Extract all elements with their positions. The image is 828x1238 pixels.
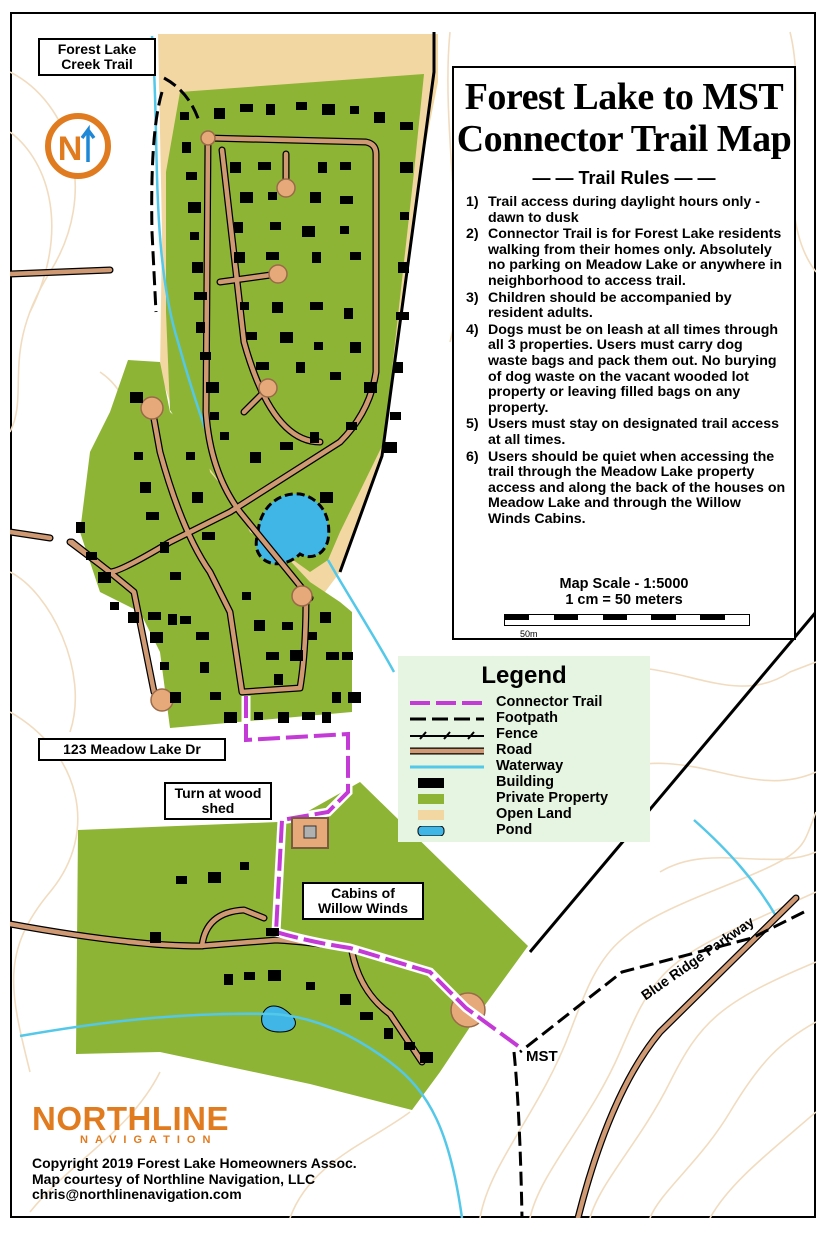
building bbox=[306, 982, 315, 990]
legend-item-connector-trail: Connector Trail bbox=[496, 694, 603, 710]
building bbox=[330, 372, 341, 380]
building bbox=[344, 308, 353, 319]
building bbox=[242, 592, 251, 600]
building bbox=[320, 612, 331, 623]
building bbox=[266, 928, 279, 936]
building bbox=[196, 632, 209, 640]
building bbox=[196, 322, 205, 333]
building bbox=[246, 332, 257, 340]
label-cabins: Cabins of Willow Winds bbox=[302, 882, 424, 920]
building bbox=[340, 162, 351, 170]
building bbox=[130, 392, 143, 403]
footer-credits bbox=[32, 1156, 357, 1203]
building bbox=[400, 212, 409, 220]
legend-title: Legend bbox=[481, 662, 567, 689]
info-panel bbox=[452, 66, 796, 640]
building bbox=[290, 650, 303, 661]
legend-item-waterway: Waterway bbox=[496, 758, 564, 774]
footer-line1: Copyright 2019 Forest Lake Homeowners Assoc. bbox=[32, 1155, 357, 1171]
building bbox=[240, 104, 253, 112]
scale-ratio: Map Scale - 1:5000 bbox=[559, 576, 689, 592]
legend-item-building: Building bbox=[408, 775, 648, 791]
building bbox=[282, 622, 293, 630]
legend bbox=[398, 656, 650, 842]
building bbox=[210, 412, 219, 420]
building bbox=[224, 712, 237, 723]
building bbox=[160, 542, 169, 553]
footer-line2: Map courtesy of Northline Navigation, LLC bbox=[32, 1170, 316, 1187]
building bbox=[176, 876, 187, 884]
building bbox=[210, 692, 221, 700]
building bbox=[396, 312, 409, 320]
building bbox=[188, 202, 201, 213]
building bbox=[234, 252, 245, 263]
building bbox=[302, 226, 315, 237]
building bbox=[310, 302, 323, 310]
building bbox=[170, 692, 181, 703]
legend-item-footpath: Footpath bbox=[496, 710, 559, 726]
building bbox=[274, 674, 283, 685]
building bbox=[244, 972, 255, 980]
label-mst: MST bbox=[526, 1048, 558, 1065]
building bbox=[208, 872, 221, 883]
building bbox=[194, 292, 207, 300]
building bbox=[350, 106, 359, 114]
building bbox=[254, 712, 263, 720]
building bbox=[192, 262, 203, 273]
building bbox=[420, 1052, 433, 1063]
building bbox=[404, 1042, 415, 1050]
building bbox=[110, 602, 119, 610]
building bbox=[86, 552, 97, 560]
building bbox=[350, 342, 361, 353]
building bbox=[296, 102, 307, 110]
building bbox=[148, 612, 161, 620]
rule-item: 4) Dogs must be on leash at all times through all 3 properties. Users must carry dog waste bags and pack them out. No burying of dog waste on the vacant wooded lot property or leaving filled bags on any property. bbox=[466, 321, 779, 416]
building bbox=[400, 162, 413, 173]
map-title-line1: Forest Lake to MST bbox=[464, 76, 784, 118]
building bbox=[146, 512, 159, 520]
building bbox=[272, 302, 283, 313]
building bbox=[190, 232, 199, 240]
building bbox=[320, 492, 333, 503]
building bbox=[160, 662, 169, 670]
building bbox=[340, 226, 349, 234]
building bbox=[400, 122, 413, 130]
legend-item-road: Road bbox=[496, 742, 533, 758]
building bbox=[296, 362, 305, 373]
building bbox=[340, 994, 351, 1005]
wood-shed bbox=[292, 818, 328, 848]
building bbox=[312, 252, 321, 263]
building bbox=[76, 522, 85, 533]
building bbox=[140, 482, 151, 493]
rule-item: 6) Users should be quiet when accessing the trail through the Meadow Lake property access and along the back of the houses on Meadow Lake and through the Willow Winds Cabins. bbox=[466, 448, 786, 527]
building bbox=[360, 1012, 373, 1020]
map-title-line2: Connector Trail Map bbox=[456, 118, 792, 160]
building bbox=[168, 614, 177, 625]
building bbox=[224, 974, 233, 985]
footer-line3: chris@northlinenavigation.com bbox=[32, 1186, 242, 1202]
building bbox=[170, 572, 181, 580]
label-parkway: Blue Ridge Parkway bbox=[638, 913, 757, 1004]
legend-item-private-property: Private Property bbox=[408, 791, 648, 807]
building bbox=[180, 616, 191, 624]
building bbox=[98, 572, 111, 583]
building bbox=[258, 162, 271, 170]
building bbox=[280, 442, 293, 450]
rule-item: 5) Users must stay on designated trail access at all times. bbox=[466, 416, 779, 448]
rules-list bbox=[454, 195, 794, 527]
rule-item: 3) Children should be accompanied by resident adults. bbox=[466, 289, 732, 322]
building bbox=[266, 252, 279, 260]
building bbox=[150, 632, 163, 643]
building bbox=[200, 352, 211, 360]
building bbox=[220, 432, 229, 440]
building bbox=[310, 192, 321, 203]
legend-item-pond: Pond bbox=[408, 823, 648, 839]
legend-item-open-land: Open Land bbox=[408, 807, 648, 823]
label-meadow-lake: 123 Meadow Lake Dr bbox=[38, 738, 226, 761]
building bbox=[322, 104, 335, 115]
building bbox=[314, 342, 323, 350]
building bbox=[206, 382, 219, 393]
label-creek-trail: Forest Lake Creek Trail bbox=[38, 38, 156, 76]
building bbox=[364, 382, 377, 393]
building bbox=[302, 712, 315, 720]
label-wood-shed: Turn at wood shed bbox=[164, 782, 272, 820]
building bbox=[180, 112, 189, 120]
compass-letter: N bbox=[57, 130, 83, 168]
scale-conversion: 1 cm = 50 meters bbox=[565, 592, 683, 608]
building bbox=[332, 692, 341, 703]
building bbox=[350, 252, 361, 260]
scale-bar-label: 50m bbox=[520, 629, 538, 639]
building bbox=[340, 196, 353, 204]
map-scale bbox=[454, 576, 794, 608]
building bbox=[192, 492, 203, 503]
north-arrow-icon bbox=[44, 112, 112, 180]
building bbox=[128, 612, 139, 623]
building bbox=[348, 692, 361, 703]
rules-heading: — — Trail Rules — — bbox=[532, 168, 716, 188]
building bbox=[134, 452, 143, 460]
building bbox=[234, 222, 243, 233]
building bbox=[214, 108, 225, 119]
building bbox=[318, 162, 327, 173]
building bbox=[256, 362, 269, 370]
building bbox=[390, 412, 401, 420]
building bbox=[186, 172, 197, 180]
building bbox=[270, 222, 281, 230]
building bbox=[240, 192, 253, 203]
building bbox=[374, 112, 385, 123]
building bbox=[278, 712, 289, 723]
building bbox=[268, 192, 277, 200]
building bbox=[200, 662, 209, 673]
legend-item-fence: Fence bbox=[408, 727, 648, 743]
building bbox=[398, 262, 409, 273]
building bbox=[150, 932, 161, 943]
northline-logo-sub: NAVIGATION bbox=[80, 1134, 218, 1146]
building bbox=[240, 302, 249, 310]
building bbox=[230, 162, 241, 173]
building bbox=[266, 652, 279, 660]
building bbox=[384, 442, 397, 453]
rule-item: 2) Connector Trail is for Forest Lake residents walking from their homes only. Absolutely no parking on Meadow Lake or anywhere in neighborhood to access trail. bbox=[466, 226, 783, 289]
building bbox=[202, 532, 215, 540]
northline-logo: NORTHLINE bbox=[32, 1100, 229, 1137]
rule-item: 1) Trail access during daylight hours only - dawn to dusk bbox=[466, 194, 760, 226]
building bbox=[394, 362, 403, 373]
building bbox=[310, 432, 319, 443]
building bbox=[268, 970, 281, 981]
building bbox=[254, 620, 265, 631]
building bbox=[182, 142, 191, 153]
building bbox=[322, 712, 331, 723]
building bbox=[308, 632, 317, 640]
building bbox=[346, 422, 357, 430]
building bbox=[384, 1028, 393, 1039]
building bbox=[266, 104, 275, 115]
building bbox=[326, 652, 339, 660]
building bbox=[240, 862, 249, 870]
building bbox=[342, 652, 353, 660]
scale-bar bbox=[504, 614, 750, 626]
building bbox=[250, 452, 261, 463]
building bbox=[186, 452, 195, 460]
building bbox=[280, 332, 293, 343]
